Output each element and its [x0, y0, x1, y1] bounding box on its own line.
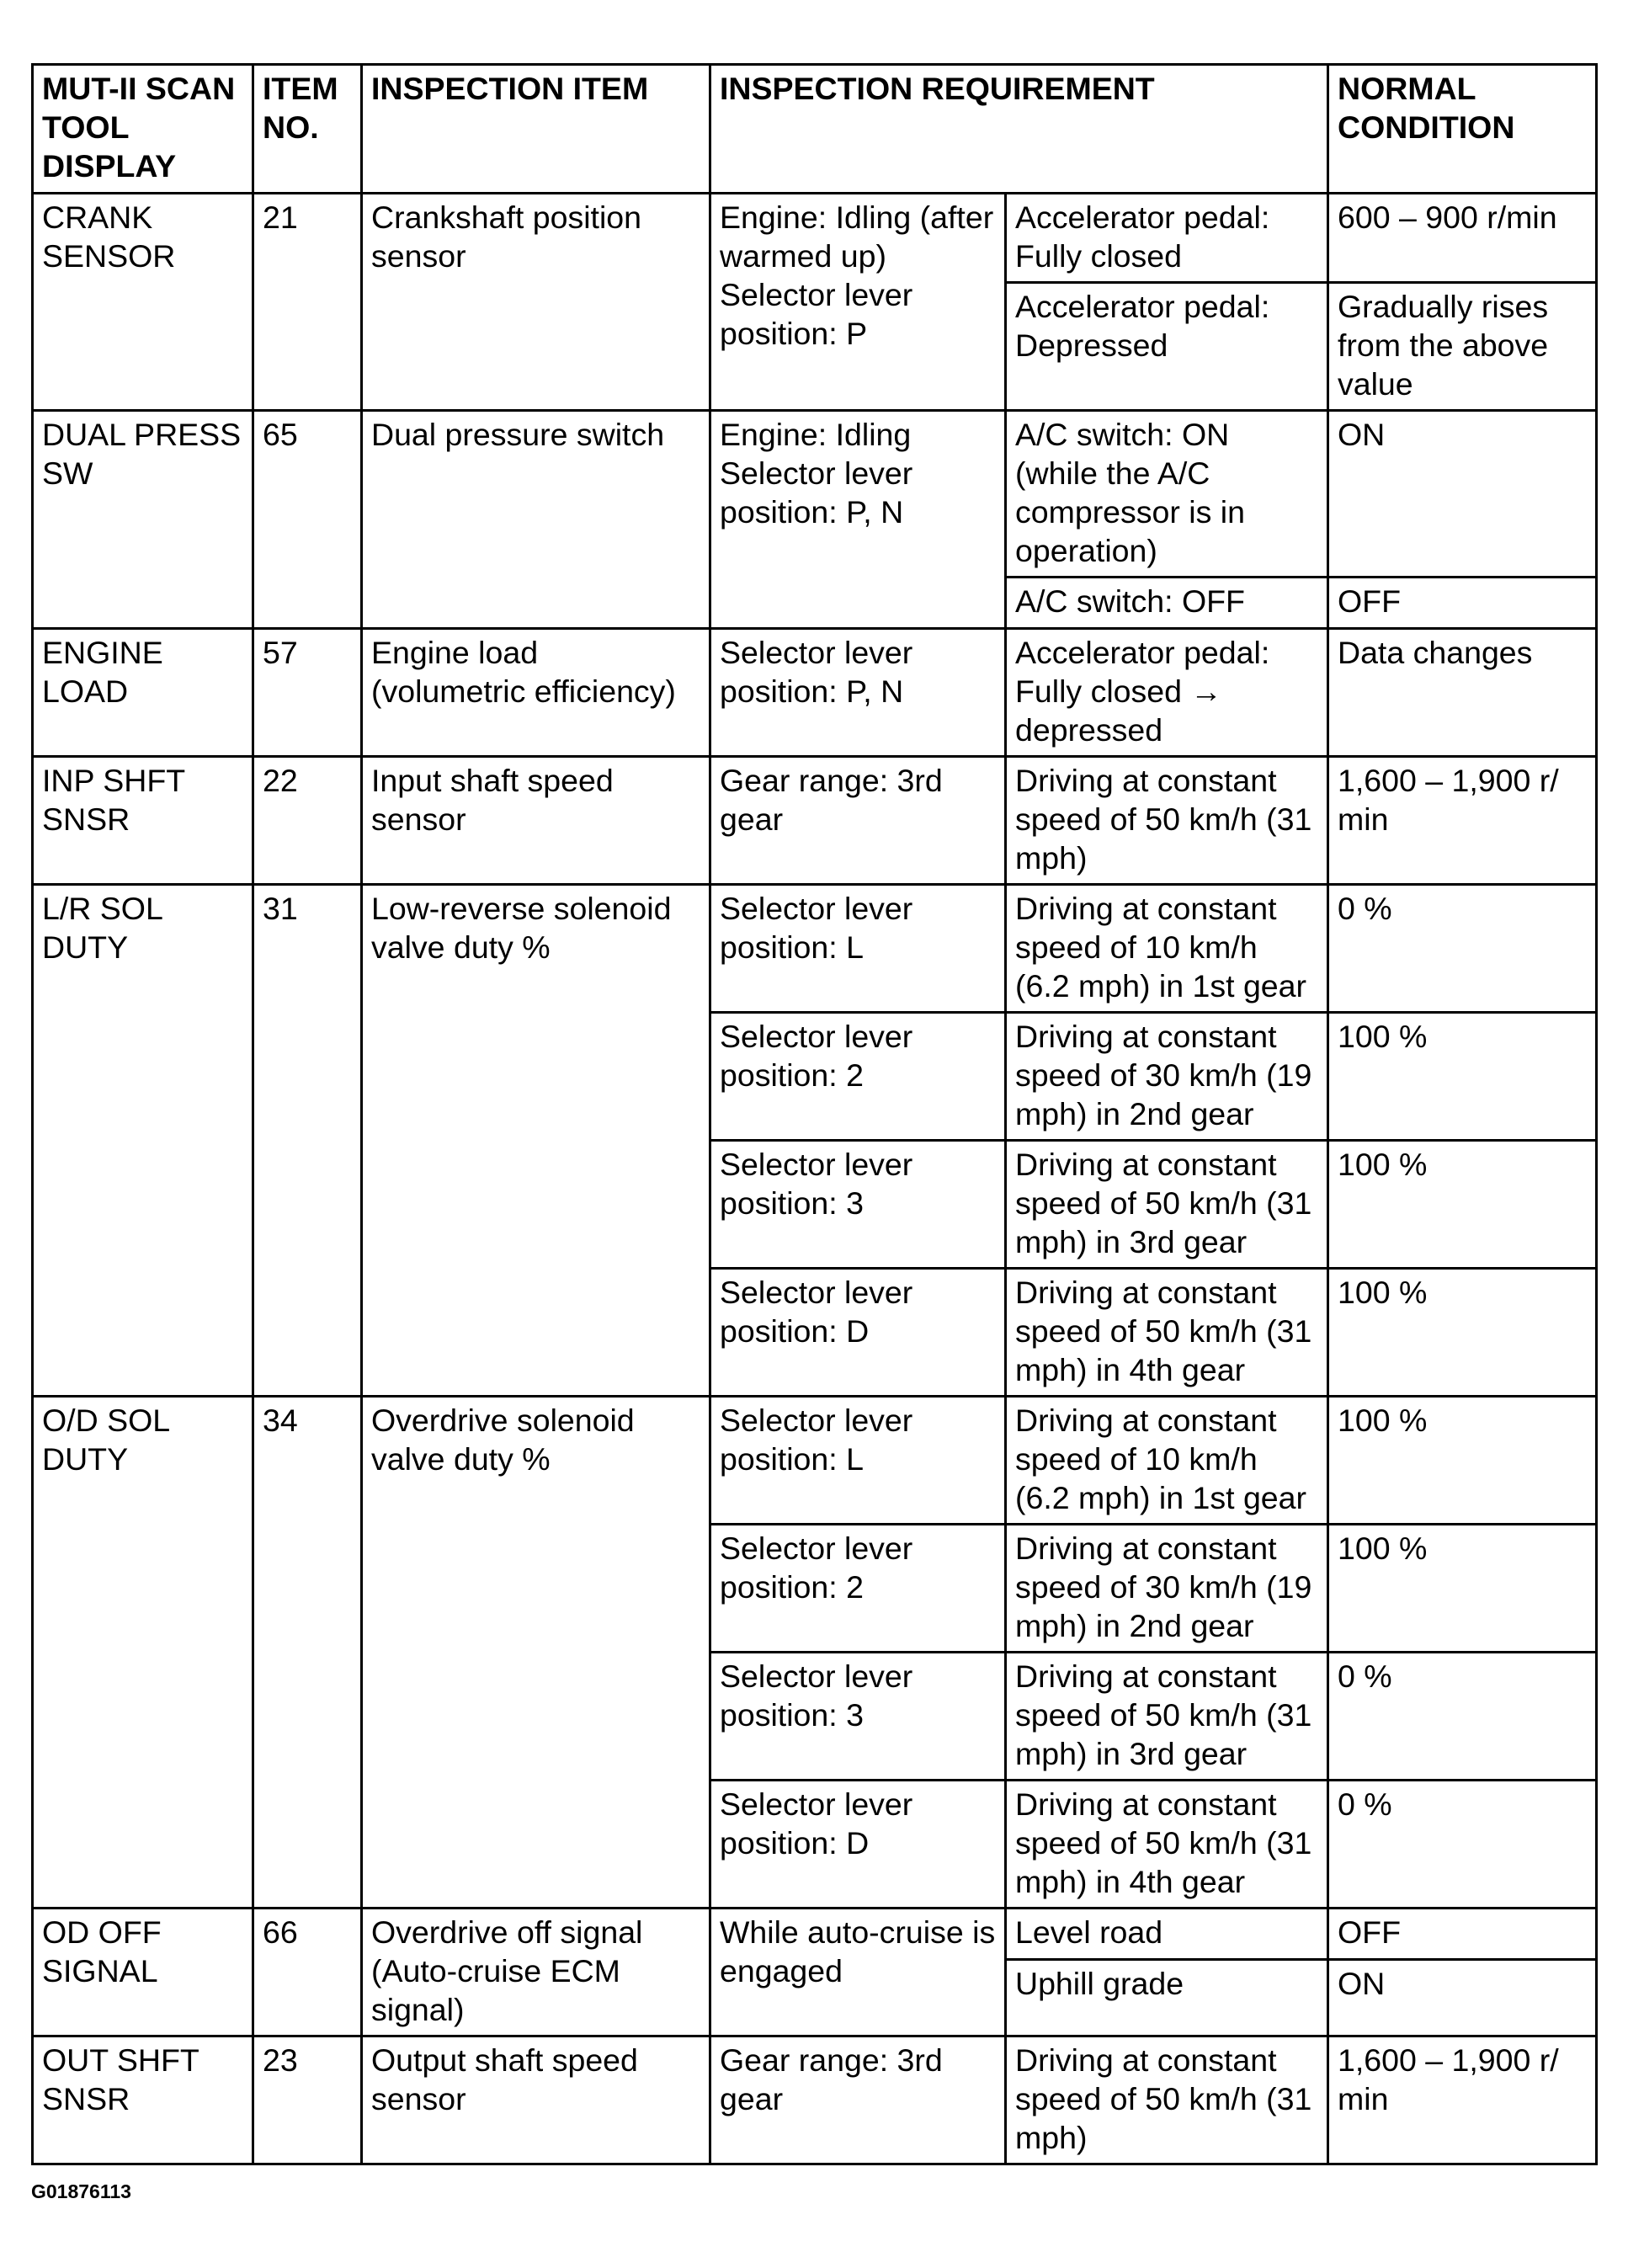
normal-cell: 1,600 – 1,900 r/ min	[1328, 757, 1597, 885]
display-cell: L/R SOL DUTY	[33, 885, 253, 1397]
requirement-cell: Selector lever position: D	[710, 1781, 1006, 1909]
condition-cell: A/C switch: ON (while the A/C compressor is in operation)	[1006, 411, 1328, 578]
condition-cell: Accelerator pedal: Fully closed	[1006, 194, 1328, 283]
item-no-cell: 34	[253, 1397, 362, 1909]
table-row	[33, 629, 1597, 757]
normal-cell: OFF	[1328, 578, 1597, 629]
condition-cell: Driving at constant speed of 50 km/h (31 mph) in 4th gear	[1006, 1269, 1328, 1397]
table-row	[33, 194, 1597, 283]
condition-cell: A/C switch: OFF	[1006, 578, 1328, 629]
normal-cell: 1,600 – 1,900 r/ min	[1328, 2036, 1597, 2164]
requirement-cell: Selector lever position: 3	[710, 1141, 1006, 1269]
header-row	[33, 65, 1597, 194]
item-no-cell: 65	[253, 411, 362, 629]
header-normal-condition: NORMAL CONDITION	[1328, 65, 1597, 194]
inspection-item-cell: Dual pressure switch	[362, 411, 710, 629]
condition-cell: Driving at constant speed of 30 km/h (19 mph) in 2nd gear	[1006, 1525, 1328, 1653]
display-cell: INP SHFT SNSR	[33, 757, 253, 885]
condition-cell: Driving at constant speed of 30 km/h (19 mph) in 2nd gear	[1006, 1013, 1328, 1141]
table-row	[33, 1397, 1597, 1525]
condition-cell: Driving at constant speed of 50 km/h (31 mph)	[1006, 2036, 1328, 2164]
inspection-table	[31, 63, 1598, 2165]
item-no-cell: 23	[253, 2036, 362, 2164]
normal-cell: 0 %	[1328, 1781, 1597, 1909]
normal-cell: 600 – 900 r/min	[1328, 194, 1597, 283]
requirement-cell: Engine: Idling Selector lever position: P, N	[710, 411, 1006, 629]
condition-cell: Level road	[1006, 1909, 1328, 1960]
table-row	[33, 2036, 1597, 2164]
requirement-cell: Selector lever position: L	[710, 1397, 1006, 1525]
condition-cell: Driving at constant speed of 10 km/h (6.2 mph) in 1st gear	[1006, 1397, 1328, 1525]
condition-cell: Driving at constant speed of 10 km/h (6.2 mph) in 1st gear	[1006, 885, 1328, 1013]
condition-cell: Driving at constant speed of 50 km/h (31 mph)	[1006, 757, 1328, 885]
display-cell: OD OFF SIGNAL	[33, 1909, 253, 2036]
inspection-item-cell: Output shaft speed sensor	[362, 2036, 710, 2164]
condition-cell: Driving at constant speed of 50 km/h (31 mph) in 3rd gear	[1006, 1141, 1328, 1269]
inspection-item-cell: Low-reverse solenoid valve duty %	[362, 885, 710, 1397]
condition-cell: Accelerator pedal: Fully closed → depressed	[1006, 629, 1328, 757]
condition-cell: Uphill grade	[1006, 1960, 1328, 2036]
normal-cell: Data changes	[1328, 629, 1597, 757]
normal-cell: 100 %	[1328, 1141, 1597, 1269]
normal-cell: OFF	[1328, 1909, 1597, 1960]
requirement-cell: Gear range: 3rd gear	[710, 757, 1006, 885]
normal-cell: ON	[1328, 1960, 1597, 2036]
normal-cell: 0 %	[1328, 885, 1597, 1013]
normal-cell: 100 %	[1328, 1013, 1597, 1141]
display-cell: OUT SHFT SNSR	[33, 2036, 253, 2164]
inspection-item-cell: Input shaft speed sensor	[362, 757, 710, 885]
requirement-cell: While auto-cruise is engaged	[710, 1909, 1006, 2036]
display-cell: ENGINE LOAD	[33, 629, 253, 757]
table-row	[33, 885, 1597, 1013]
display-cell: DUAL PRESS SW	[33, 411, 253, 629]
normal-cell: Gradually rises from the above value	[1328, 283, 1597, 411]
normal-cell: 100 %	[1328, 1269, 1597, 1397]
normal-cell: 100 %	[1328, 1397, 1597, 1525]
item-no-cell: 57	[253, 629, 362, 757]
item-no-cell: 22	[253, 757, 362, 885]
requirement-cell: Engine: Idling (after warmed up) Selector lever position: P	[710, 194, 1006, 411]
requirement-cell: Gear range: 3rd gear	[710, 2036, 1006, 2164]
item-no-cell: 31	[253, 885, 362, 1397]
inspection-item-cell: Overdrive solenoid valve duty %	[362, 1397, 710, 1909]
requirement-cell: Selector lever position: L	[710, 885, 1006, 1013]
item-no-cell: 21	[253, 194, 362, 411]
table-row	[33, 1909, 1597, 1960]
normal-cell: ON	[1328, 411, 1597, 578]
requirement-cell: Selector lever position: P, N	[710, 629, 1006, 757]
header-display: MUT-II SCAN TOOL DISPLAY	[33, 65, 253, 194]
requirement-cell: Selector lever position: 3	[710, 1653, 1006, 1781]
display-cell: CRANK SENSOR	[33, 194, 253, 411]
condition-cell: Driving at constant speed of 50 km/h (31 mph) in 4th gear	[1006, 1781, 1328, 1909]
display-cell: O/D SOL DUTY	[33, 1397, 253, 1909]
figure-id: G01876113	[31, 2180, 131, 2202]
condition-cell: Accelerator pedal: Depressed	[1006, 283, 1328, 411]
condition-cell: Driving at constant speed of 50 km/h (31 mph) in 3rd gear	[1006, 1653, 1328, 1781]
header-inspection-requirement: INSPECTION REQUIREMENT	[710, 65, 1328, 194]
header-item-no: ITEM NO.	[253, 65, 362, 194]
requirement-cell: Selector lever position: D	[710, 1269, 1006, 1397]
requirement-cell: Selector lever position: 2	[710, 1525, 1006, 1653]
requirement-cell: Selector lever position: 2	[710, 1013, 1006, 1141]
table-row	[33, 411, 1597, 578]
inspection-item-cell: Overdrive off signal (Auto-cruise ECM signal)	[362, 1909, 710, 2036]
normal-cell: 100 %	[1328, 1525, 1597, 1653]
table-row	[33, 757, 1597, 885]
item-no-cell: 66	[253, 1909, 362, 2036]
inspection-item-cell: Crankshaft position sensor	[362, 194, 710, 411]
inspection-item-cell: Engine load (volumetric efficiency)	[362, 629, 710, 757]
normal-cell: 0 %	[1328, 1653, 1597, 1781]
header-inspection-item: INSPECTION ITEM	[362, 65, 710, 194]
